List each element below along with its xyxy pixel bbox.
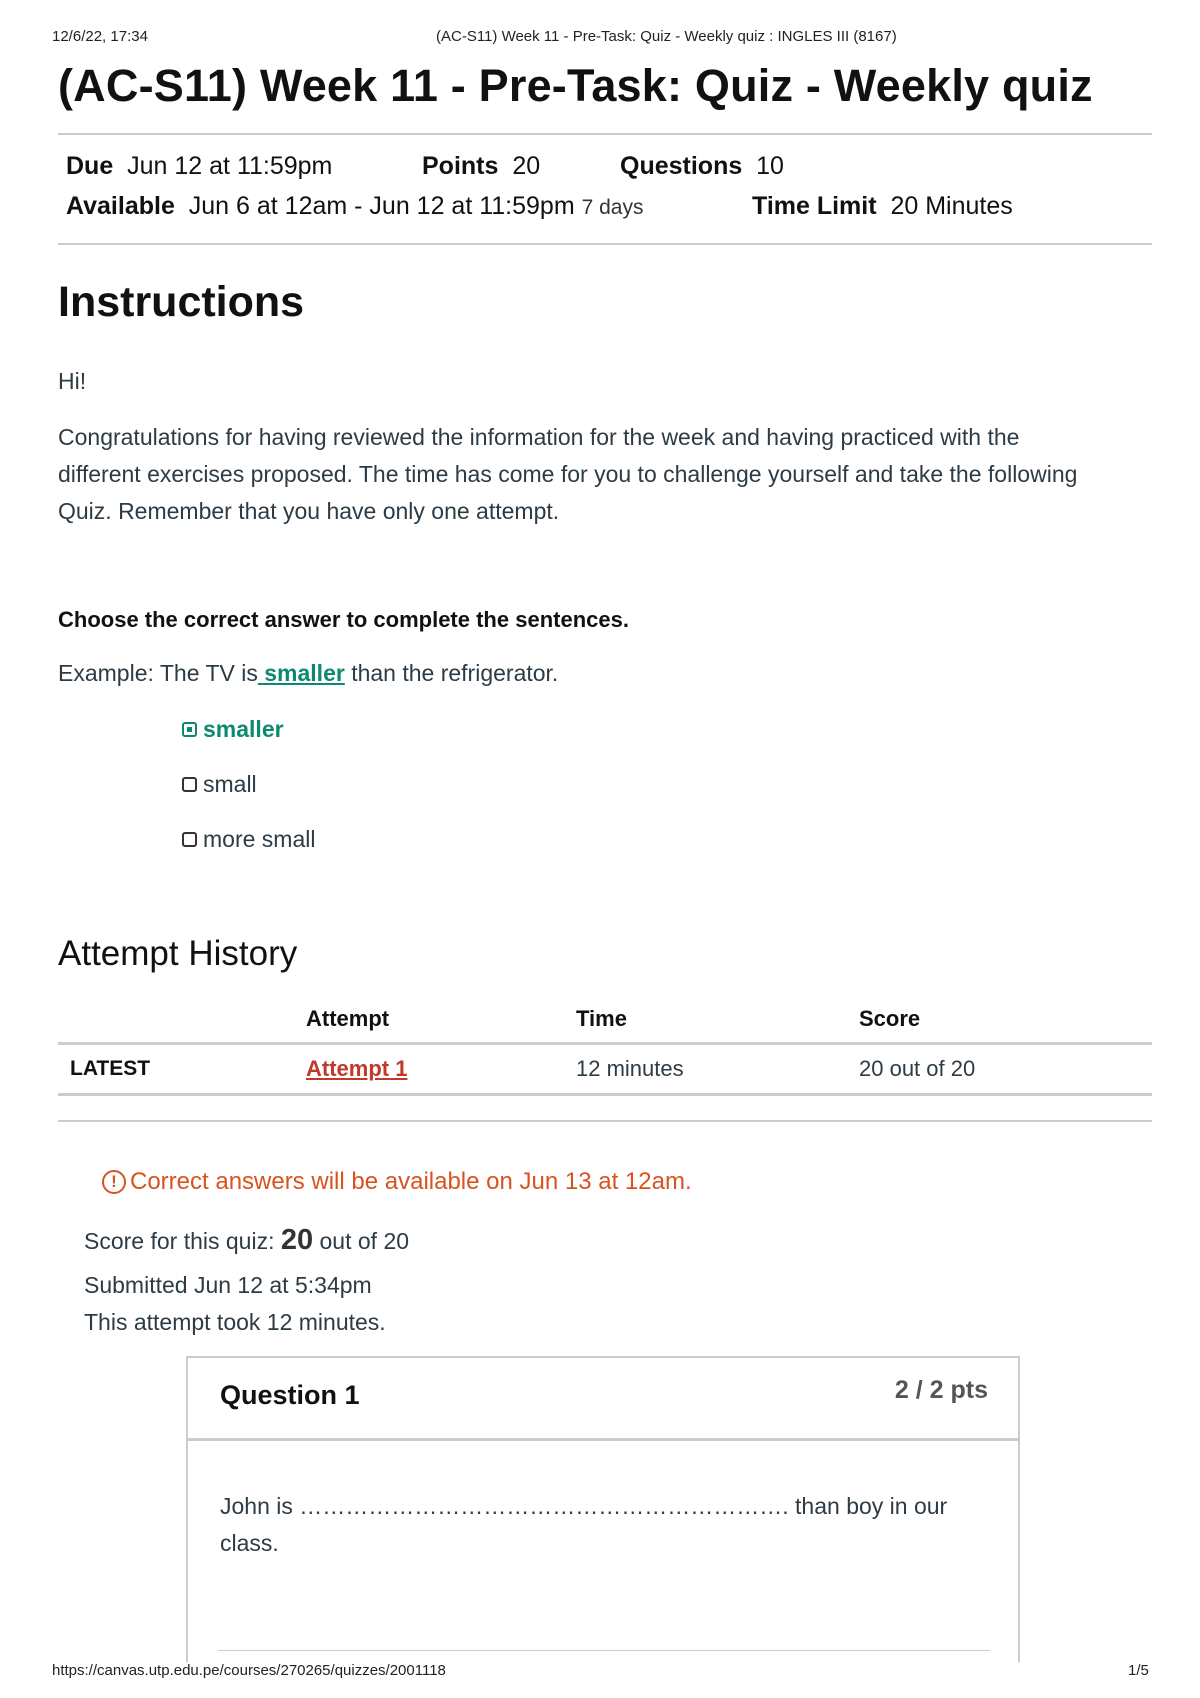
alert-circle-icon: ! (102, 1170, 126, 1194)
points-value: 20 (512, 152, 541, 180)
time-limit-label: Time Limit (752, 192, 877, 220)
instructions-line-2: different exercises proposed. The time has come for you to challenge yourself and take the following (58, 461, 1078, 487)
attempt-link[interactable]: Attempt 1 (306, 1056, 408, 1081)
notice-text: Correct answers will be available on Jun 13 at 12am. (130, 1168, 692, 1195)
answers-availability-notice (102, 1168, 692, 1196)
option-label: more small (203, 826, 316, 852)
instructions-line-3: Quiz. Remember that you have only one attempt. (58, 498, 560, 524)
questions-value: 10 (756, 152, 784, 180)
available-meta (66, 192, 643, 221)
instructions-body (58, 419, 1158, 530)
score-suffix: out of 20 (319, 1228, 410, 1254)
attempt-history-heading: Attempt History (58, 934, 298, 973)
due-value: Jun 12 at 11:59pm (127, 152, 333, 180)
column-header-time: Time (564, 996, 847, 1044)
question-card (186, 1356, 1020, 1662)
meta-divider (58, 243, 1152, 245)
example-option-smaller (182, 716, 284, 743)
option-label: smaller (203, 716, 284, 742)
unchecked-box-icon (182, 777, 197, 792)
title-divider (58, 133, 1152, 135)
due-label: Due (66, 152, 114, 180)
attempt-score: 20 out of 20 (847, 1044, 1152, 1095)
time-limit-meta (752, 192, 1013, 221)
attempt-duration: This attempt took 12 minutes. (84, 1309, 386, 1335)
points-label: Points (422, 152, 499, 180)
print-page-number: 1/5 (1128, 1662, 1149, 1679)
question-points: 2 / 2 pts (894, 1376, 988, 1404)
task-instruction: Choose the correct answer to complete the sentences. (58, 607, 629, 632)
example-option-small (182, 771, 257, 798)
latest-tag: LATEST (58, 1044, 294, 1095)
quiz-score (84, 1224, 409, 1257)
score-value: 20 (280, 1224, 314, 1256)
question-title: Question 1 (220, 1380, 360, 1410)
unchecked-box-icon (182, 832, 197, 847)
instructions-line-1: Congratulations for having reviewed the information for the week and having practiced with the (58, 424, 1020, 450)
column-header (58, 996, 294, 1044)
history-divider (58, 1120, 1152, 1122)
question-line-2: class. (220, 1530, 279, 1556)
attempt-time: 12 minutes (564, 1044, 847, 1095)
column-header-score: Score (847, 996, 1152, 1044)
attempt-history-table (58, 996, 1152, 1096)
instructions-heading: Instructions (58, 278, 305, 326)
question-inner-divider (218, 1650, 990, 1651)
page-title: (AC-S11) Week 11 - Pre-Task: Quiz - Weekly quiz (58, 60, 1093, 111)
table-row (58, 1044, 1152, 1095)
score-prefix: Score for this quiz: (84, 1228, 275, 1254)
example-option-more-small (182, 826, 315, 853)
table-header-row (58, 996, 1152, 1044)
example-suffix: than the refrigerator. (344, 660, 559, 686)
option-label: small (203, 771, 257, 797)
print-datetime: 12/6/22, 17:34 (52, 28, 148, 45)
question-line-1: John is ………………………………………………………. than boy in our (220, 1493, 948, 1519)
time-limit-value: 20 Minutes (890, 192, 1013, 220)
print-doc-title: (AC-S11) Week 11 - Pre-Task: Quiz - Weekly quiz : INGLES III (8167) (436, 28, 897, 45)
available-value: Jun 6 at 12am - Jun 12 at 11:59pm (188, 192, 575, 220)
greeting-text: Hi! (58, 368, 87, 394)
column-header-attempt: Attempt (294, 996, 564, 1044)
checked-box-icon (182, 722, 197, 737)
available-days: 7 days (581, 196, 644, 219)
submitted-time: Submitted Jun 12 at 5:34pm (84, 1272, 372, 1298)
question-header (188, 1358, 1018, 1441)
print-url: https://canvas.utp.edu.pe/courses/270265/quizzes/2001118 (52, 1662, 446, 1679)
example-prefix: Example: The TV is (58, 660, 258, 686)
question-text (220, 1488, 990, 1562)
questions-meta (620, 152, 784, 181)
questions-label: Questions (620, 152, 743, 180)
example-sentence (58, 655, 1158, 692)
available-label: Available (66, 192, 175, 220)
due-meta (66, 152, 332, 181)
points-meta (422, 152, 540, 181)
example-answer: smaller (257, 660, 345, 686)
